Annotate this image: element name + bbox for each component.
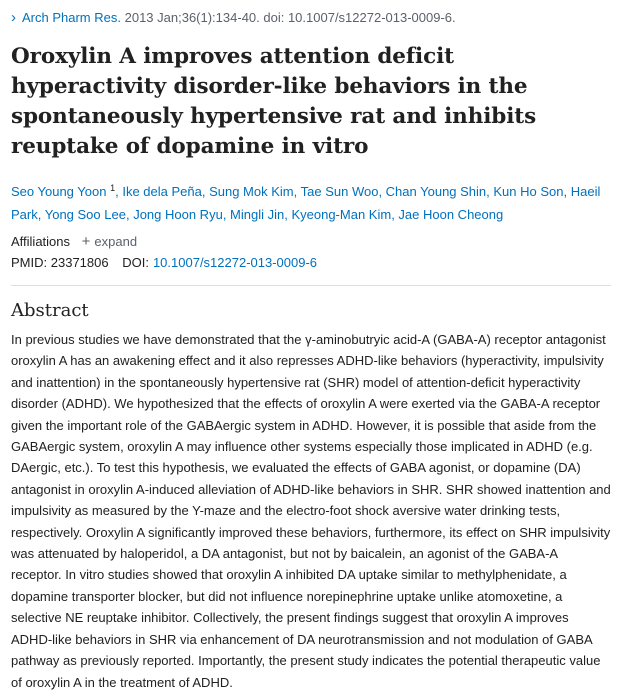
affiliations-label: Affiliations [11, 234, 71, 249]
abstract-text: In previous studies we have demonstrated that the γ-aminobutryic acid-A (GABA-A) receptor antagonist oroxylin A has an awakening effect and it also represses ADHD-like behaviors (hyperactivity, impulsivity and inattention) in the spontaneously hypertensive rat (SHR) model of attention-deficit hyperactivity disorder (ADHD). We hypothesized that the effects of oroxylin A were exerted via the GABA-A receptor given the important role of the GABAergic system in ADHD. However, it is possible that aside from the GABAergic system, oroxylin A may influence other systems especially those implicated in ADHD (e.g. DAergic, etc.). To test this hypothesis, we evaluated the effects of GABA agonist, or dopamine (DA) antagonist in oroxylin A-induced alleviation of ADHD-like behaviors in SHR. SHR showed inattention and impulsivity as measured by the Y-maze and the electro-foot shock aversive water drinking tests, respectively. Oroxylin A significantly improved these behaviors, furthermore, its effect on SHR impulsivity was attenuated by haloperidol, a DA antagonist, but not by baicalein, an agonist of the GABA-A receptor. In vitro studies showed that oroxylin A inhibited DA uptake similar to methylphenidate, a dopamine transporter blocker, but did not influence norepinephrine uptake unlike atomoxetine, a selective NE reuptake inhibitor. Collectively, the present findings suggest that oroxylin A improves ADHD-like behaviors in SHR via enhancement of DA neurotransmission and not modulation of GABA pathway as previously reported. Importantly, the present study indicates the potential therapeutic value of oroxylin A in the treatment of ADHD. [11, 332, 611, 690]
section-divider [11, 285, 611, 286]
author-link[interactable]: Yong Soo Lee [44, 207, 126, 222]
author-link[interactable]: Jong Hoon Ryu [133, 207, 223, 222]
author-link[interactable]: Haeil Park [11, 184, 601, 222]
author-link[interactable]: Mingli Jin [230, 207, 285, 222]
author-link[interactable]: Sung Mok Kim [209, 184, 294, 199]
pmid-value: 23371806 [50, 255, 109, 270]
identifiers-row [11, 255, 317, 270]
doi-link[interactable]: 10.1007/s12272-013-0009-6 [152, 255, 318, 270]
author-link[interactable]: Kun Ho Son [493, 184, 564, 199]
expand-affiliations-button[interactable] [82, 234, 137, 249]
affiliation-marker[interactable]: 1 [110, 183, 116, 193]
author-link[interactable]: Chan Young Shin [385, 184, 487, 199]
author-link[interactable]: Kyeong-Man Kim [291, 207, 392, 222]
article-title: Oroxylin A improves attention deficit hyperactivity disorder-like behaviors in the spontaneously hypertensive rat and inhibits reuptake of dopamine in vitro [11, 44, 537, 159]
chevron-right-icon[interactable]: › [11, 9, 16, 26]
author-link[interactable]: Seo Young Yoon [11, 184, 107, 199]
expand-label: expand [94, 234, 138, 249]
plus-icon: + [81, 233, 91, 250]
pmid-label: PMID: [11, 255, 48, 270]
journal-link[interactable]: Arch Pharm Res. [22, 10, 121, 25]
author-link[interactable]: Jae Hoon Cheong [398, 207, 504, 222]
abstract-heading: Abstract [11, 300, 89, 321]
author-list: Seo Young Yoon $^1$, Ike dela Peña, Sung Mok Kim, Tae Sun Woo, Chan Young Shin, Kun Ho Son, Haeil Park, Yong Soo Lee, Jong Hoon Ryu, Mingli Jin, Kyeong-Man Kim, Jae Hoon Cheong [11, 183, 601, 222]
author-link[interactable]: Tae Sun Woo [300, 184, 379, 199]
affiliations-row [11, 233, 137, 250]
doi-label: DOI: [122, 255, 149, 270]
citation-details: 2013 Jan;36(1):134-40. doi: 10.1007/s12272-013-0009-6. [124, 10, 456, 25]
citation-line [11, 9, 456, 26]
author-link[interactable]: Ike dela Peña [122, 184, 202, 199]
